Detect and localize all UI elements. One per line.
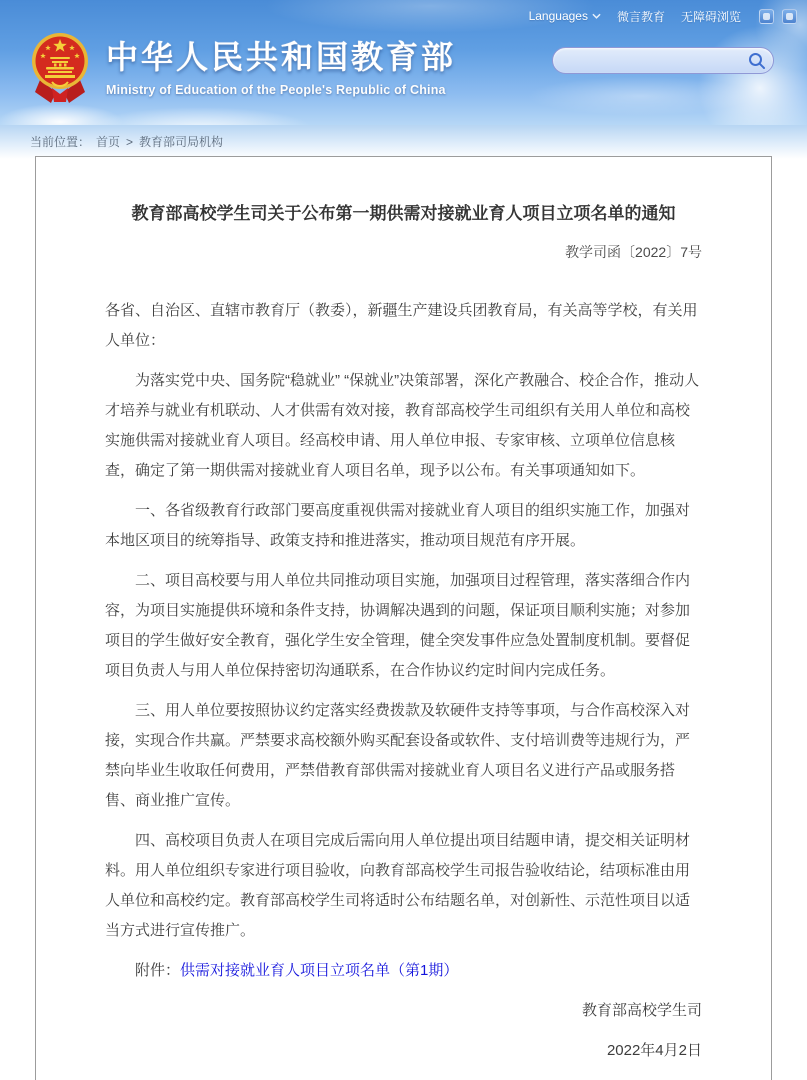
attachment-line bbox=[105, 956, 702, 986]
date-line: 2022年4月2日 bbox=[606, 1042, 702, 1059]
site-header bbox=[0, 0, 807, 125]
breadcrumb-section-link[interactable]: 教育部司局机构 bbox=[139, 135, 224, 149]
addressee-line: 各省、自治区、直辖市教育厅（教委），新疆生产建设兵团教育局，有关高等学校，有关用人单位： bbox=[105, 302, 698, 349]
search-icon bbox=[747, 51, 767, 71]
breadcrumb-label: 当前位置： bbox=[30, 135, 91, 149]
topbar-link-weiyan[interactable]: 微言教育 bbox=[616, 9, 665, 24]
signer-line: 教育部高校学生司 bbox=[581, 1002, 702, 1019]
site-title: 中华人民共和国教育部 bbox=[106, 39, 457, 75]
attachment-link[interactable]: 供需对接就业育人项目立项名单（第1期） bbox=[180, 962, 459, 979]
document-panel bbox=[35, 156, 772, 1080]
national-emblem-icon bbox=[28, 30, 92, 104]
paragraph-intro: 为落实党中央、国务院“稳就业” “保就业”决策部署，深化产教融合、校企合作，推动人才培养与就业有机联动、人才供需有效对接，教育部高校学生司组织有关用人单位和高校实施供需对接就业育人项目。经高校申请、用人单位申报、专家审核、立项单位信息核查，确定了第一期供需对接就业育人项目名单，现予以公布。有关事项通知如下。 bbox=[105, 372, 700, 479]
search-button[interactable] bbox=[747, 51, 767, 71]
site-subtitle: Ministry of Education of the People's Republic of China bbox=[106, 83, 446, 97]
wechat-icon[interactable] bbox=[759, 9, 774, 24]
breadcrumb bbox=[30, 133, 223, 150]
paragraph-item-3: 三、用人单位要按照协议约定落实经费拨款及软硬件支持等事项，与合作高校深入对接，实现合作共赢。严禁要求高校额外购买配套设备或软件、支付培训费等违规行为，严禁向毕业生收取任何费用，严禁借教育部供需对接就业育人项目名义进行产品或服务搭售、商业推广宣传。 bbox=[105, 702, 691, 809]
topbar-social-icons bbox=[759, 9, 797, 24]
document-body bbox=[105, 296, 702, 1080]
document-number: 教学司函〔2022〕7号 bbox=[565, 244, 702, 260]
chevron-down-icon bbox=[592, 13, 601, 19]
document-title: 教育部高校学生司关于公布第一期供需对接就业育人项目立项名单的通知 bbox=[131, 204, 676, 223]
weibo-icon[interactable] bbox=[782, 9, 797, 24]
topbar-link-accessibility[interactable]: 无障碍浏览 bbox=[680, 9, 741, 24]
topbar bbox=[529, 7, 797, 25]
paragraph-item-2: 二、项目高校要与用人单位共同推动项目实施，加强项目过程管理，落实落细合作内容，为项目实施提供环境和条件支持，协调解决遇到的问题，保证项目顺利实施；对参加项目的学生做好安全教育，强化学生安全管理，健全突发事件应急处置制度机制。要督促项目负责人与用人单位保持密切沟通联系，在合作协议约定时间内完成任务。 bbox=[105, 572, 691, 679]
brand-text bbox=[106, 30, 456, 97]
paragraph-item-4: 四、高校项目负责人在项目完成后需向用人单位提出项目结题申请，提交相关证明材料。用人单位组织专家进行项目验收，向教育部高校学生司报告验收结论，结项标准由用人单位和高校约定。教育部高校学生司将适时公布结题名单，对创新性、示范性项目以适当方式进行宣传推广。 bbox=[105, 832, 691, 939]
breadcrumb-separator: > bbox=[126, 134, 134, 149]
paragraph-item-1: 一、各省级教育行政部门要高度重视供需对接就业育人项目的组织实施工作，加强对本地区项目的统筹指导、政策支持和推进落实，推动项目规范有序开展。 bbox=[105, 502, 691, 549]
site-brand bbox=[28, 30, 456, 104]
search-input[interactable] bbox=[567, 51, 747, 71]
languages-label: Languages bbox=[528, 9, 588, 23]
attachment-label: 附件： bbox=[135, 962, 181, 979]
breadcrumb-home-link[interactable]: 首页 bbox=[96, 135, 121, 149]
languages-menu[interactable] bbox=[529, 9, 601, 23]
search-bar bbox=[552, 47, 774, 74]
